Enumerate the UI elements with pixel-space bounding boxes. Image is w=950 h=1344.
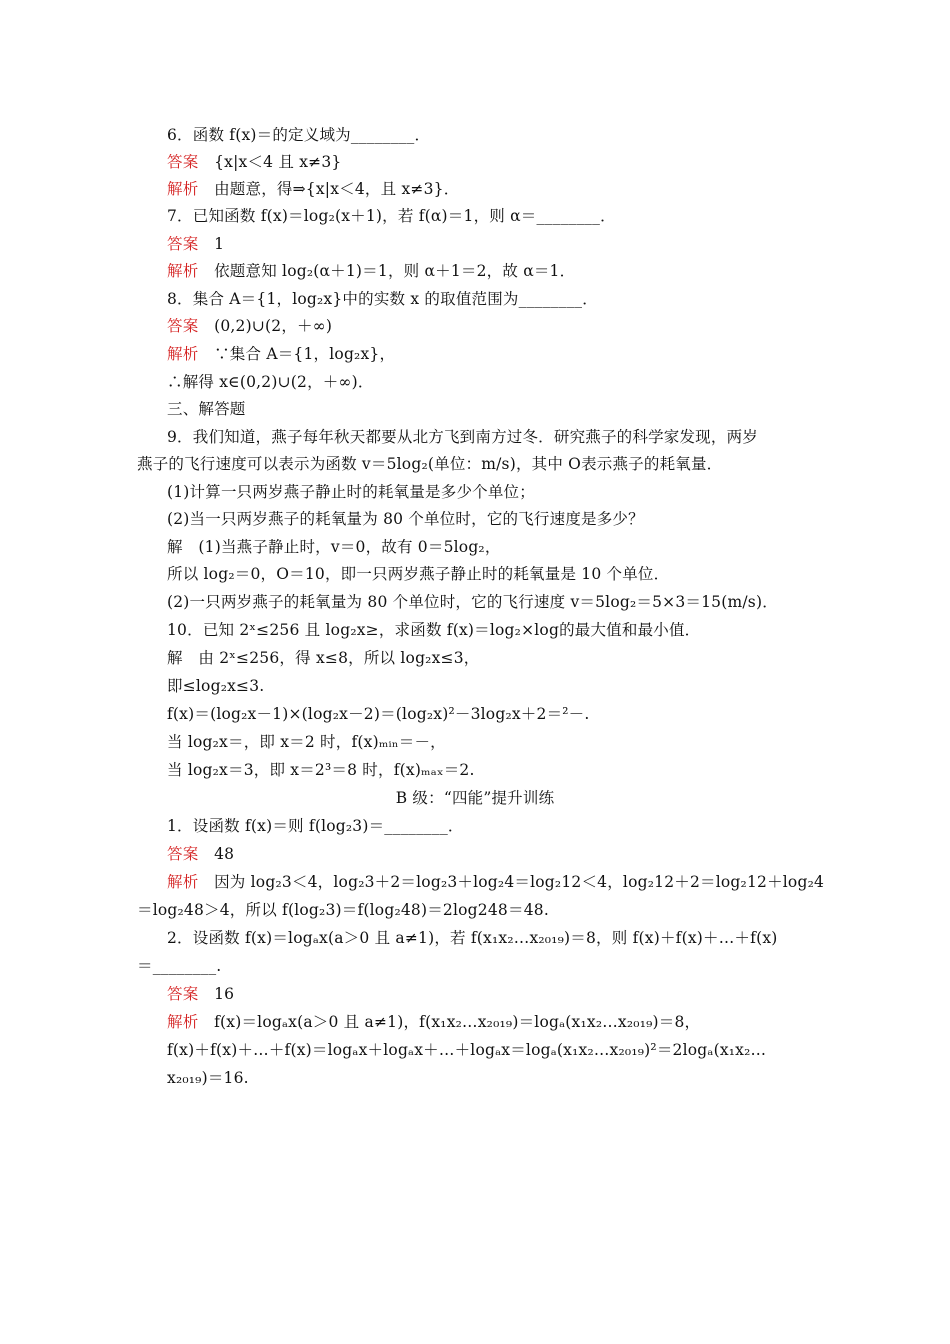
q8-analysis: 解析 ∵集合 A＝{1，log₂x}， [167,345,396,363]
q9-solution-line: 所以 log₂＝0，O＝10，即一只两岁燕子静止时的耗氧量是 10 个单位． [167,565,670,583]
q10-solution-line: 即≤log₂x≤3. [167,677,265,695]
q7-answer: 答案 1 [167,235,225,253]
analysis-label: 解析 [167,345,199,363]
b2-answer: 答案 16 [167,985,235,1003]
q6-question: 6．函数 f(x)＝的定义域为________． [167,126,431,144]
q10-solution-line: f(x)＝(log₂x－1)×(log₂x－2)＝(log₂x)²－3log₂x＋2＝²－. [167,705,590,723]
q9-question-cont: 燕子的飞行速度可以表示为函数 v＝5log₂(单位：m/s)，其中 O表示燕子的耗氧量． [137,455,723,473]
answer-label: 答案 [167,985,199,1003]
q9-solution-line: (2)一只两岁燕子的耗氧量为 80 个单位时，它的飞行速度 v＝5log₂＝5×3＝15(m/s)． [167,593,778,611]
answer-label: 答案 [167,235,199,253]
answer-label: 答案 [167,153,199,171]
q7-question: 7．已知函数 f(x)＝log₂(x＋1)，若 f(α)＝1，则 α＝________． [167,207,616,225]
q6-answer: 答案 {x|x＜4 且 x≠3} [167,153,342,171]
analysis-label: 解析 [167,262,199,280]
b2-question: 2．设函数 f(x)＝logₐx(a＞0 且 a≠1)，若 f(x₁x₂…x₂₀₁₉)＝8，则 f(x)＋f(x)＋…＋f(x) [167,929,778,947]
b2-question-cont: ＝________. [137,957,222,975]
b1-analysis: 解析 因为 log₂3＜4，log₂3＋2＝log₂3＋log₂4＝log₂12＜4，log₂12＋2＝log₂12＋log₂4 [167,873,825,891]
q10-solution: 解 由 2ˣ≤256，得 x≤8，所以 log₂x≤3， [167,649,480,667]
analysis-label: 解析 [167,1013,199,1031]
q8-question: 8．集合 A＝{1，log₂x}中的实数 x 的取值范围为________． [167,290,598,308]
section-heading: 三、解答题 [167,400,246,418]
analysis-label: 解析 [167,873,199,891]
q6-analysis: 解析 由题意，得⇒{x|x＜4，且 x≠3}． [167,180,460,198]
q7-analysis: 解析 依题意知 log₂(α＋1)＝1，则 α＋1＝2，故 α＝1． [167,262,576,280]
analysis-label: 解析 [167,180,199,198]
q10-solution-line: 当 log₂x＝3，即 x＝2³＝8 时，f(x)ₘₐₓ＝2. [167,761,475,779]
b1-question: 1．设函数 f(x)＝则 f(log₂3)＝________． [167,817,464,835]
b1-answer: 答案 48 [167,845,235,863]
section-b-heading: B 级：“四能”提升训练 [395,789,555,807]
q9-part2: (2)当一只两岁燕子的耗氧量为 80 个单位时，它的飞行速度是多少？ [167,510,644,528]
answer-label: 答案 [167,845,199,863]
q10-solution-line: 当 log₂x＝，即 x＝2 时，f(x)ₘᵢₙ＝－， [167,733,446,751]
q9-question: 9．我们知道，燕子每年秋天都要从北方飞到南方过冬．研究燕子的科学家发现，两岁 [167,428,758,446]
b2-analysis-line: x₂₀₁₉)＝16. [167,1069,249,1087]
q8-answer: 答案 (0,2)∪(2，＋∞) [167,317,333,335]
q10-question: 10．已知 2ˣ≤256 且 log₂x≥，求函数 f(x)＝log₂×log的最大值和最小值． [167,621,701,639]
q9-solution: 解 (1)当燕子静止时，v＝0，故有 0＝5log₂， [167,538,501,556]
q9-part1: (1)计算一只两岁燕子静止时的耗氧量是多少个单位； [167,483,535,501]
b2-analysis-line: f(x)＋f(x)＋…＋f(x)＝logₐx＋logₐx＋…＋logₐx＝logₐ(x₁x₂…x₂₀₁₉)²＝2logₐ(x₁x₂… [167,1041,767,1059]
answer-label: 答案 [167,317,199,335]
q8-analysis-cont: ∴解得 x∈(0,2)∪(2，＋∞)． [167,373,374,391]
b2-analysis: 解析 f(x)＝logₐx(a＞0 且 a≠1)，f(x₁x₂…x₂₀₁₉)＝logₐ(x₁x₂…x₂₀₁₉)＝8， [167,1013,701,1031]
b1-analysis-cont: ＝log₂48＞4，所以 f(log₂3)＝f(log₂48)＝2log248＝48. [137,901,549,919]
